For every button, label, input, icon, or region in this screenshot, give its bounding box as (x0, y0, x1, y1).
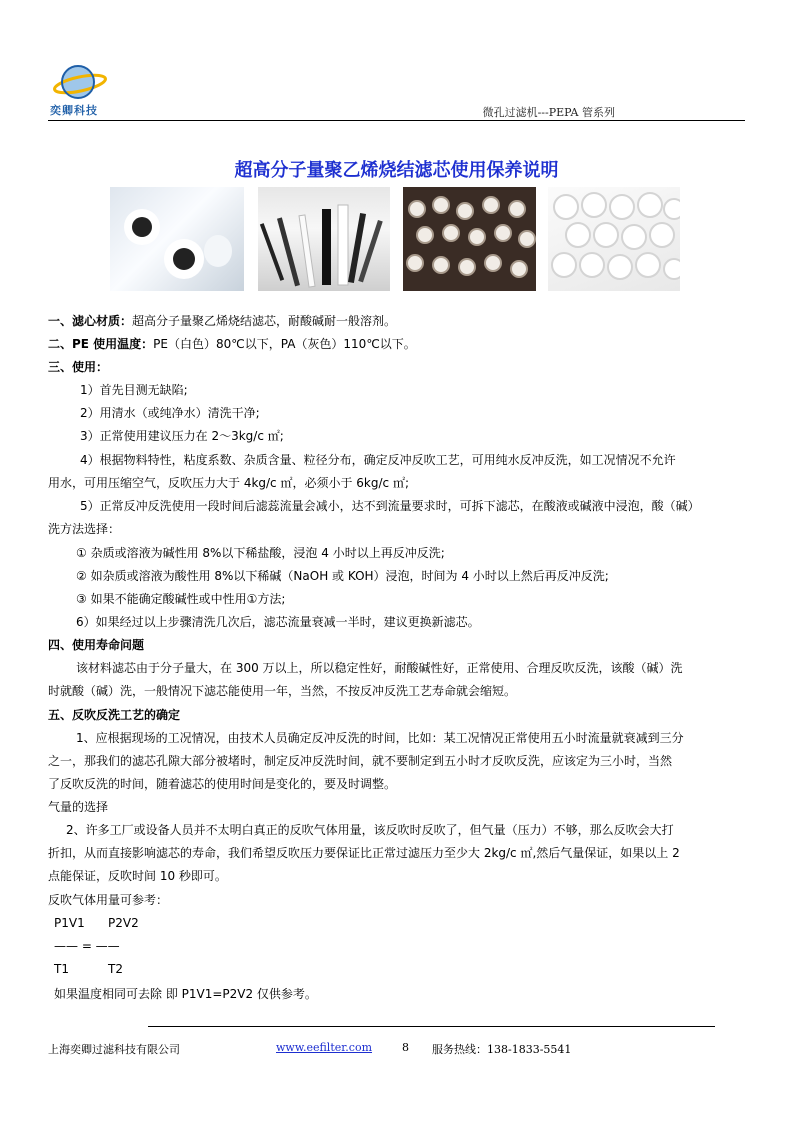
formula-t2: T2 (108, 962, 123, 976)
wash-option-1: ① 杂质或溶液为碱性用 8%以下稀盐酸，浸泡 4 小时以上再反冲反洗; (76, 546, 445, 560)
usage-step-1: 1）首先目测无缺陷; (80, 383, 188, 397)
section-4-line-2: 时就酸（碱）洗，一般情况下滤芯能使用一年，当然，不按反冲反洗工艺寿命就会缩短。 (48, 684, 517, 698)
document-title: 超高分子量聚乙烯烧结滤芯使用保养说明 (234, 160, 559, 181)
wash-option-3: ③ 如果不能确定酸碱性或中性用①方法; (76, 592, 286, 606)
formula-p2v2: P2V2 (108, 916, 139, 930)
section-1-text: 超高分子量聚乙烯烧结滤芯，耐酸碱耐一般溶剂。 (132, 314, 397, 328)
formula-note: 如果温度相同可去除 即 P1V1=P2V2 仅供参考。 (54, 987, 317, 1001)
gas-volume-heading: 气量的选择 (48, 800, 109, 814)
section-5-line-2: 之一，那我们的滤芯孔隙大部分被堵时，制定反冲反洗时间，就不要制定到五小时才反吹反洗，应该定为三小时，当然 (48, 754, 673, 768)
section-1-label: 一、滤心材质： (48, 314, 133, 328)
section-5-heading: 五、反吹反洗工艺的确定 (48, 708, 181, 722)
section-1 (48, 310, 396, 332)
usage-step-5-cont: 洗方法选择： (48, 522, 121, 536)
footer-website-link[interactable]: www.eefilter.com (276, 1041, 373, 1054)
product-photo-filter-cartridges (110, 187, 244, 291)
footer-divider (148, 1026, 715, 1027)
usage-step-4: 4）根据物料特性，粘度系数、杂质含量、粒径分布，确定反冲反吹工艺，可用纯水反冲反洗，如工况情况不允许 (80, 453, 676, 467)
usage-step-4-cont: 用水，可用压缩空气，反吹压力大于 4kg/c ㎡，必须小于 6kg/c ㎡; (48, 476, 409, 490)
header-divider (48, 120, 745, 121)
footer-hotline: 服务热线：138-1833-5541 (432, 1043, 572, 1056)
section-5-line-6: 折扣，从而直接影响滤芯的寿命，我们希望反吹压力要保证比正常过滤压力至少大 2kg/c ㎡,然后气量保证，如果以上 2 (48, 846, 680, 860)
company-logo (48, 62, 118, 120)
formula-fraction-line: —— = —— (54, 939, 120, 953)
section-5-line-7: 点能保证，反吹时间 10 秒即可。 (48, 869, 227, 883)
filter-pile-image (403, 187, 536, 291)
filter-cartridge-image (110, 187, 244, 291)
section-5-line-1: 1、应根据现场的工况情况，由技术人员确定反冲反洗的时间，比如：某工况情况正常使用五小时流量就衰减到三分 (76, 731, 684, 745)
usage-step-2: 2）用清水（或纯净水）清洗干净; (80, 406, 260, 420)
product-photo-filter-pile (403, 187, 536, 291)
filter-stack-image (548, 187, 680, 291)
section-5-line-5: 2、许多工厂或设备人员并不太明白真正的反吹气体用量，该反吹时反吹了，但气量（压力）不够，那么反吹会大打 (66, 823, 674, 837)
usage-step-6: 6）如果经过以上步骤清洗几次后，滤芯流量衰减一半时，建议更换新滤芯。 (76, 615, 480, 629)
formula-p1v1: P1V1 (54, 916, 85, 930)
logo-text: 奕卿科技 (50, 104, 98, 117)
section-2 (48, 333, 416, 355)
section-3-heading: 三、使用： (48, 360, 109, 374)
footer-company: 上海奕卿过滤科技有限公司 (48, 1043, 180, 1056)
product-photo-filter-tubes (258, 187, 390, 291)
filter-tubes-image (258, 187, 390, 291)
wash-option-2: ② 如杂质或溶液为酸性用 8%以下稀碱（NaOH 或 KOH）浸泡，时间为 4 小时以上然后再反冲反洗; (76, 569, 609, 583)
usage-step-3: 3）正常使用建议压力在 2～3kg/c ㎡; (80, 429, 284, 443)
formula-t1: T1 (54, 962, 69, 976)
usage-step-5: 5）正常反冲反洗使用一段时间后滤蕊流量会减小，达不到流量要求时，可拆下滤芯，在酸液或碱液中浸泡，酸（碱） (80, 499, 700, 513)
section-4-heading: 四、使用寿命问题 (48, 638, 145, 652)
header-series: 微孔过滤机---PEPA 管系列 (482, 106, 615, 119)
section-5-line-8: 反吹气体用量可参考： (48, 893, 169, 907)
globe-logo-icon (48, 62, 118, 104)
section-2-label: 二、PE 使用温度： (48, 337, 154, 351)
product-photo-filter-stack (548, 187, 680, 291)
section-4-line-1: 该材料滤芯由于分子量大，在 300 万以上，所以稳定性好，耐酸碱性好，正常使用、合理反吹反洗，该酸（碱）洗 (76, 661, 683, 675)
section-5-line-3: 了反吹反洗的时间，随着滤芯的使用时间是变化的，要及时调整。 (48, 777, 397, 791)
section-2-text: PE（白色）80℃以下，PA（灰色）110℃以下。 (153, 337, 416, 351)
page-number: 8 (402, 1041, 409, 1054)
